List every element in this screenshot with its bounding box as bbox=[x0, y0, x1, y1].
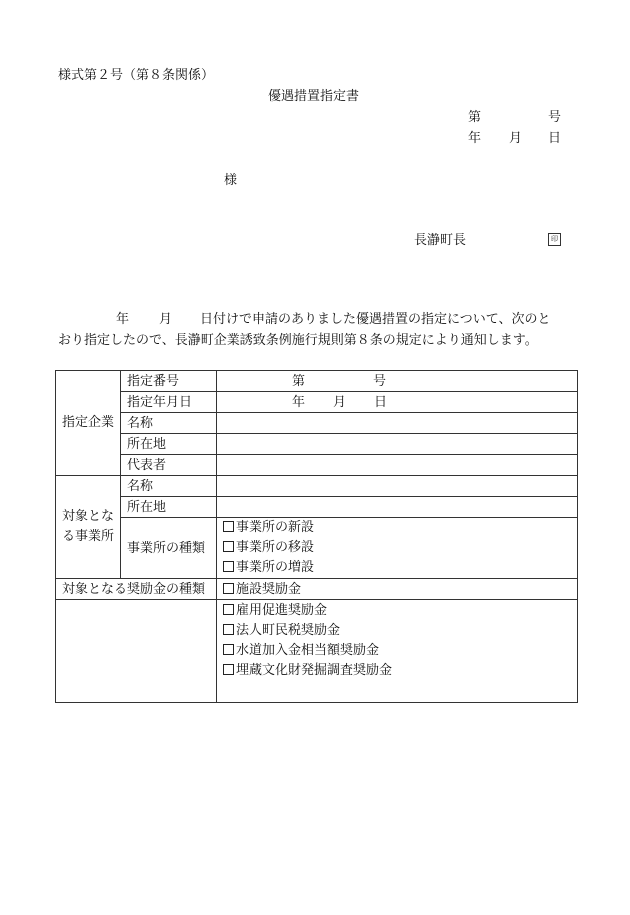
document-date-month: 月 bbox=[509, 131, 523, 146]
incentive-type-blank bbox=[56, 600, 217, 703]
designation-date-value bbox=[217, 392, 578, 413]
incentive-option[interactable]: 施設奨励金 bbox=[217, 579, 578, 600]
table-row bbox=[56, 392, 578, 413]
incentive-option[interactable]: 雇用促進奨励金 bbox=[223, 601, 577, 621]
body-paragraph-line2: おり指定したので、長瀞町企業誘致条例施行規則第８条の規定により通知します。 bbox=[58, 333, 538, 348]
table-row bbox=[56, 413, 578, 434]
body-paragraph-line1 bbox=[58, 312, 551, 328]
office-name-value bbox=[217, 476, 578, 497]
document-number-suffix: 号 bbox=[548, 110, 562, 125]
designation-date-label: 指定年月日 bbox=[121, 392, 217, 413]
designation-table bbox=[55, 370, 578, 703]
office-type-option[interactable]: 事業所の新設 bbox=[223, 518, 577, 538]
designation-date-year: 年 bbox=[292, 394, 306, 410]
company-address-label: 所在地 bbox=[121, 434, 217, 455]
company-name-label: 名称 bbox=[121, 413, 217, 434]
incentive-type-label: 対象となる奨励金の種類 bbox=[56, 579, 217, 600]
office-group-label: 対象となる事業所 bbox=[56, 476, 121, 579]
designation-date-day: 日 bbox=[374, 394, 388, 410]
company-representative-value bbox=[217, 455, 578, 476]
office-address-value bbox=[217, 497, 578, 518]
seal-mark: 印 bbox=[548, 233, 561, 246]
company-representative-label: 代表者 bbox=[121, 455, 217, 476]
office-type-option[interactable]: 事業所の移設 bbox=[223, 538, 577, 558]
table-row bbox=[56, 497, 578, 518]
office-name-label: 名称 bbox=[121, 476, 217, 497]
table-row bbox=[56, 518, 578, 579]
incentive-option[interactable]: 水道加入金相当額奨励金 bbox=[223, 641, 577, 661]
document-title: 優遇措置指定書 bbox=[268, 89, 360, 104]
company-address-value bbox=[217, 434, 578, 455]
checkbox-icon[interactable] bbox=[223, 624, 234, 635]
table-row bbox=[56, 600, 578, 703]
issuer-title: 長瀞町長 bbox=[414, 233, 467, 248]
checkbox-icon[interactable] bbox=[223, 644, 234, 655]
office-address-label: 所在地 bbox=[121, 497, 217, 518]
designation-number-go: 号 bbox=[373, 373, 387, 389]
table-row bbox=[56, 579, 578, 600]
incentive-option[interactable]: 法人町民税奨励金 bbox=[223, 621, 577, 641]
document-date-year: 年 bbox=[468, 131, 482, 146]
company-group-label: 指定企業 bbox=[56, 371, 121, 476]
office-type-options bbox=[217, 518, 578, 579]
checkbox-icon[interactable] bbox=[223, 583, 234, 594]
document-number-prefix: 第 bbox=[468, 110, 482, 125]
table-row bbox=[56, 455, 578, 476]
body-year: 年 bbox=[116, 312, 130, 327]
office-type-label: 事業所の種類 bbox=[121, 518, 217, 579]
document-date-day: 日 bbox=[548, 131, 562, 146]
designation-date-month: 月 bbox=[333, 394, 347, 410]
checkbox-icon[interactable] bbox=[223, 604, 234, 615]
form-reference: 様式第２号（第８条関係） bbox=[58, 68, 215, 83]
incentive-option[interactable]: 埋蔵文化財発掘調査奨励金 bbox=[223, 661, 577, 681]
designation-number-dai: 第 bbox=[292, 373, 306, 389]
body-month: 月 bbox=[159, 312, 173, 327]
checkbox-icon[interactable] bbox=[223, 561, 234, 572]
designation-number-value bbox=[217, 371, 578, 392]
designation-number-label: 指定番号 bbox=[121, 371, 217, 392]
addressee-honorific: 様 bbox=[224, 173, 238, 188]
checkbox-icon[interactable] bbox=[223, 521, 234, 532]
company-name-value bbox=[217, 413, 578, 434]
body-line1-text: 日付けで申請のありました優遇措置の指定について、次のと bbox=[200, 312, 551, 327]
table-row bbox=[56, 371, 578, 392]
checkbox-icon[interactable] bbox=[223, 664, 234, 675]
table-row bbox=[56, 434, 578, 455]
table-row bbox=[56, 476, 578, 497]
checkbox-icon[interactable] bbox=[223, 541, 234, 552]
incentive-options bbox=[217, 600, 578, 703]
office-type-option[interactable]: 事業所の増設 bbox=[223, 558, 577, 578]
